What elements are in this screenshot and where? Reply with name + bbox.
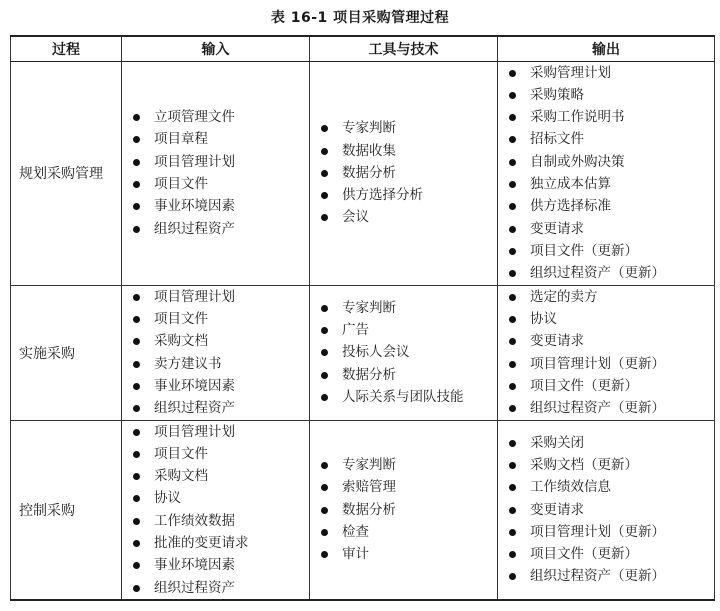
outputs-cell [498, 420, 715, 600]
list-item: 采购关闭 [509, 432, 714, 454]
list-item: 项目文件（更新） [509, 543, 714, 565]
list-item: 专家判断 [321, 297, 497, 319]
list-item: 协议 [509, 308, 714, 330]
list-item: 投标人会议 [321, 341, 497, 363]
tools-cell [310, 420, 498, 600]
table-row [11, 285, 715, 420]
list-item: 组织过程资产 [133, 218, 309, 240]
list-item: 检查 [321, 521, 497, 543]
list-item: 采购文档 [133, 465, 309, 487]
list-item: 组织过程资产（更新） [509, 565, 714, 587]
list-item: 数据分析 [321, 499, 497, 521]
list-item: 协议 [133, 487, 309, 509]
list-item: 供方选择标准 [509, 195, 714, 217]
list-item: 事业环境因素 [133, 195, 309, 217]
list-item: 采购文档 [133, 330, 309, 352]
list-item: 审计 [321, 543, 497, 565]
header-row [11, 36, 715, 61]
list-item: 会议 [321, 206, 497, 228]
list-item: 组织过程资产（更新） [509, 397, 714, 419]
list-item: 项目文件（更新） [509, 240, 714, 262]
list-item: 广告 [321, 319, 497, 341]
header-outputs: 输出 [498, 36, 715, 61]
table-row [11, 420, 715, 600]
inputs-cell [122, 420, 310, 600]
list-item: 项目管理计划 [133, 286, 309, 308]
list-item: 采购工作说明书 [509, 106, 714, 128]
list-item: 数据收集 [321, 140, 497, 162]
list-item: 卖方建议书 [133, 353, 309, 375]
list-item: 变更请求 [509, 330, 714, 352]
list-item: 项目文件（更新） [509, 375, 714, 397]
tools-list [310, 117, 497, 228]
outputs-list [498, 62, 714, 285]
outputs-cell [498, 285, 715, 420]
list-item: 项目管理计划 [133, 421, 309, 443]
table-caption: 表 16-1 项目采购管理过程 [270, 10, 450, 26]
procurement-process-table [10, 35, 715, 601]
list-item: 专家判断 [321, 454, 497, 476]
list-item: 采购文档（更新） [509, 454, 714, 476]
list-item: 变更请求 [509, 499, 714, 521]
list-item: 事业环境因素 [133, 554, 309, 576]
tools-list [310, 454, 497, 565]
tools-list [310, 297, 497, 408]
list-item: 自制或外购决策 [509, 151, 714, 173]
list-item: 组织过程资产 [133, 397, 309, 419]
header-process: 过程 [11, 36, 122, 61]
list-item: 专家判断 [321, 117, 497, 139]
list-item: 数据分析 [321, 364, 497, 386]
list-item: 工作绩效数据 [133, 510, 309, 532]
process-name: 规划采购管理 [11, 61, 122, 285]
list-item: 事业环境因素 [133, 375, 309, 397]
outputs-list [498, 286, 714, 420]
list-item: 选定的卖方 [509, 286, 714, 308]
list-item: 数据分析 [321, 162, 497, 184]
list-item: 工作绩效信息 [509, 476, 714, 498]
list-item: 变更请求 [509, 218, 714, 240]
list-item: 项目文件 [133, 443, 309, 465]
inputs-list [122, 286, 309, 420]
inputs-list [122, 106, 309, 240]
list-item: 采购策略 [509, 84, 714, 106]
list-item: 项目管理计划（更新） [509, 521, 714, 543]
list-item: 项目管理计划（更新） [509, 353, 714, 375]
tools-cell [310, 285, 498, 420]
inputs-cell [122, 61, 310, 285]
list-item: 项目文件 [133, 308, 309, 330]
list-item: 供方选择分析 [321, 184, 497, 206]
process-name: 控制采购 [11, 420, 122, 600]
list-item: 采购管理计划 [509, 62, 714, 84]
list-item: 组织过程资产（更新） [509, 262, 714, 284]
inputs-cell [122, 285, 310, 420]
header-inputs: 输入 [122, 36, 310, 61]
tools-cell [310, 61, 498, 285]
outputs-list [498, 432, 714, 588]
list-item: 组织过程资产 [133, 577, 309, 599]
header-tools: 工具与技术 [310, 36, 498, 61]
list-item: 招标文件 [509, 128, 714, 150]
process-name: 实施采购 [11, 285, 122, 420]
list-item: 人际关系与团队技能 [321, 386, 497, 408]
list-item: 项目章程 [133, 128, 309, 150]
list-item: 独立成本估算 [509, 173, 714, 195]
list-item: 项目管理计划 [133, 151, 309, 173]
list-item: 立项管理文件 [133, 106, 309, 128]
table-row [11, 61, 715, 285]
list-item: 批准的变更请求 [133, 532, 309, 554]
inputs-list [122, 421, 309, 599]
outputs-cell [498, 61, 715, 285]
list-item: 项目文件 [133, 173, 309, 195]
list-item: 索赔管理 [321, 476, 497, 498]
